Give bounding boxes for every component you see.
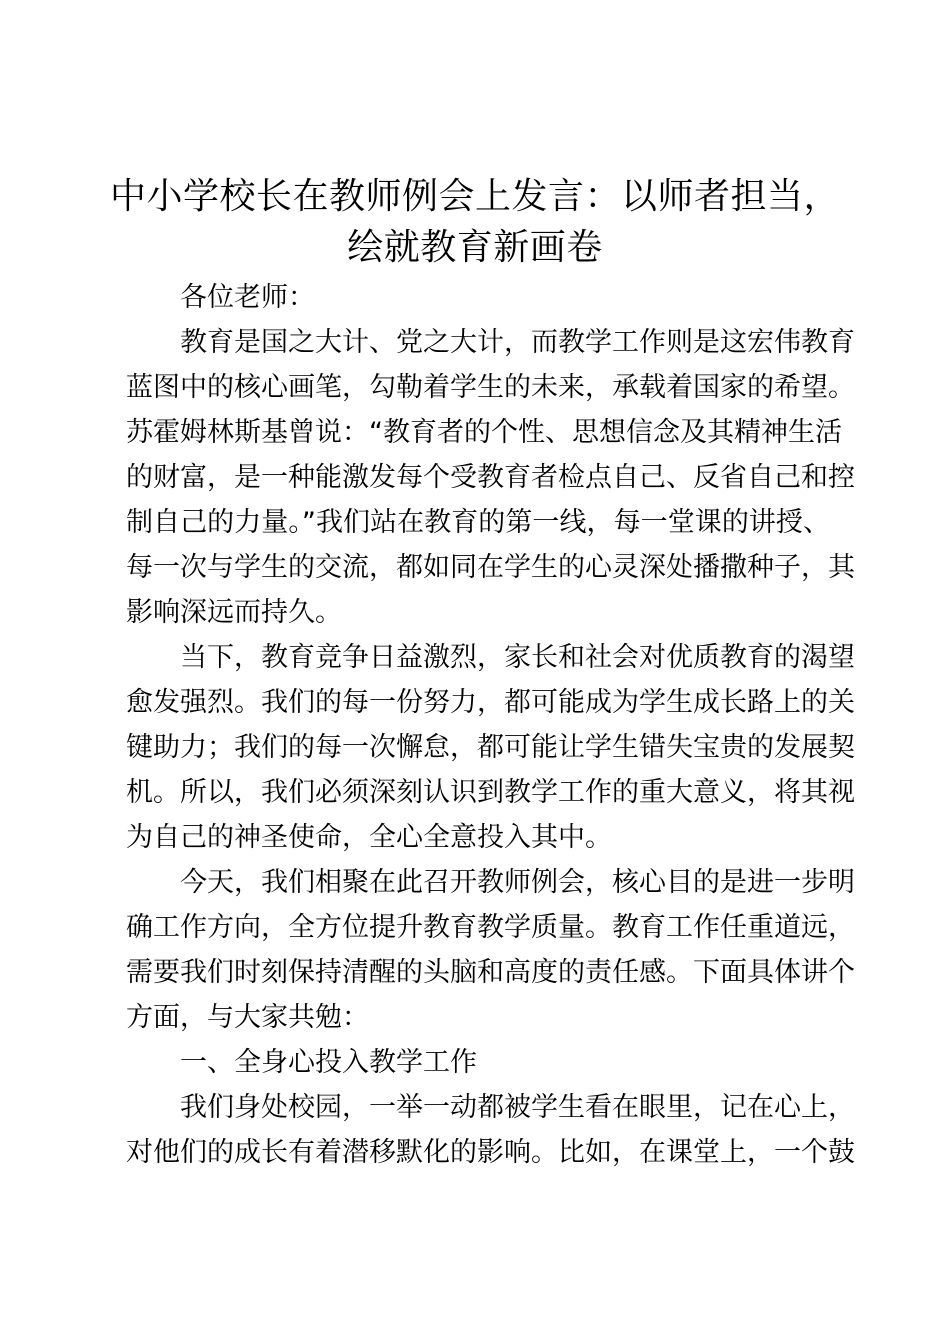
paragraph-1-line: 苏霍姆林斯基曾说：“教育者的个性、思想信念及其精神生活 bbox=[126, 417, 842, 448]
paragraph-3-line: 确工作方向，全方位提升教育教学质量。教育工作任重道远， bbox=[126, 912, 855, 943]
paragraph-3-line: 需要我们时刻保持清醒的头脑和高度的责任感。下面具体讲个 bbox=[126, 957, 855, 988]
paragraph-1-line: 教育是国之大计、党之大计，而教学工作则是这宏伟教育 bbox=[180, 327, 855, 358]
paragraph-3-line: 今天，我们相聚在此召开教师例会，核心目的是进一步明 bbox=[180, 867, 855, 898]
paragraph-2-line: 当下，教育竞争日益激烈，家长和社会对优质教育的渴望 bbox=[180, 642, 855, 673]
paragraph-1-line: 的财富，是一种能激发每个受教育者检点自己、反省自己和控 bbox=[126, 462, 855, 493]
paragraph-4-line: 我们身处校园，一举一动都被学生看在眼里，记在心上， bbox=[180, 1092, 855, 1123]
paragraph-4-line: 对他们的成长有着潜移默化的影响。比如，在课堂上，一个鼓 bbox=[126, 1137, 855, 1168]
paragraph-2-line: 键助力；我们的每一次懈怠，都可能让学生错失宝贵的发展契 bbox=[126, 732, 855, 763]
salutation: 各位老师： bbox=[180, 282, 315, 313]
document-title-line-1: 中小学校长在教师例会上发言：以师者担当， bbox=[109, 176, 840, 217]
document-title-line-2: 绘就教育新画卷 bbox=[347, 227, 603, 268]
paragraph-1-line: 制自己的力量。”我们站在教育的第一线，每一堂课的讲授、 bbox=[126, 507, 830, 538]
section-heading: 一、全身心投入教学工作 bbox=[180, 1047, 477, 1078]
paragraph-2-line: 为自己的神圣使命，全心全意投入其中。 bbox=[126, 822, 612, 853]
paragraph-1-line: 影响深远而持久。 bbox=[126, 597, 342, 628]
paragraph-1-line: 每一次与学生的交流，都如同在学生的心灵深处播撒种子，其 bbox=[126, 552, 855, 583]
paragraph-3-line: 方面，与大家共勉： bbox=[126, 1002, 369, 1033]
paragraph-2-line: 机。所以，我们必须深刻认识到教学工作的重大意义，将其视 bbox=[126, 777, 855, 808]
paragraph-2-line: 愈发强烈。我们的每一份努力，都可能成为学生成长路上的关 bbox=[126, 687, 855, 718]
paragraph-1-line: 蓝图中的核心画笔，勾勒着学生的未来，承载着国家的希望。 bbox=[126, 372, 855, 403]
